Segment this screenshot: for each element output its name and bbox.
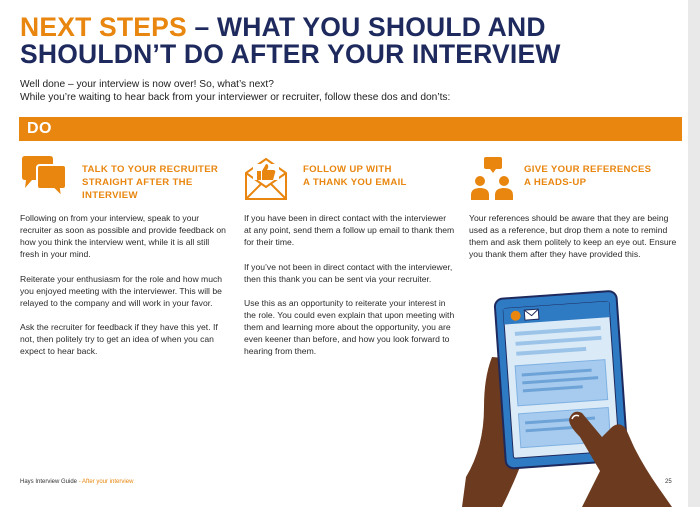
column-1-paragraph-3: Ask the recruiter for feedback if they have this yet. If not, then politely try to get an idea of when you can expect to hear back. <box>20 322 218 356</box>
title-rest: – WHAT YOU SHOULD AND SHOULDN’T DO AFTER YOUR INTERVIEW <box>20 12 561 69</box>
column-1-heading: TALK TO YOUR RECRUITER STRAIGHT AFTER THE INTERVIEW <box>82 164 219 201</box>
thumbs-up-envelope-icon <box>244 155 288 206</box>
do-section-banner <box>19 117 682 141</box>
page-edge <box>688 0 700 507</box>
page-title <box>20 14 690 68</box>
footer: Hays Interview Guide - After your interview <box>20 479 134 485</box>
chat-bubbles-icon <box>20 155 68 204</box>
intro-line-2: While you’re waiting to hear back from your interviewer or recruiter, follow these dos and don’ts: <box>20 92 451 103</box>
column-1-paragraph-2: Reiterate your enthusiasm for the role and how much you enjoyed meeting with the interviewer. This will be relayed to the company and will work in your favor. <box>20 274 223 308</box>
column-2-paragraph-3: Use this as an opportunity to reiterate your interest in the role. You could even explain that upon meeting with them and learning more about the opportunity, you are even keener than before, and how you look forward to hearing from them. <box>244 298 455 356</box>
intro-text <box>20 78 450 104</box>
footer-guide-name: Hays Interview Guide <box>20 479 78 485</box>
column-3-paragraph-1: Your references should be aware that they are being used as a reference, but drop them a note to remind them and ask them politely to keep an eye out. Ensure you thank them after they have provided this. <box>469 213 677 259</box>
title-accent: NEXT STEPS <box>20 12 187 42</box>
tablet-hands-illustration <box>462 287 682 512</box>
do-section-label: DO <box>27 120 52 137</box>
column-2-paragraph-2: If you’ve not been in direct contact with the interviewer, then this thank you can be sent via your recruiter. <box>244 262 453 284</box>
page-number: 25 <box>665 479 672 485</box>
people-speech-icon <box>469 155 517 206</box>
column-2-heading: FOLLOW UP WITH A THANK YOU EMAIL <box>303 164 407 188</box>
column-1-paragraph-1: Following on from your interview, speak to your recruiter as soon as possible and provide feedback on how you think the interview went, while it is all still fresh in your mind. <box>20 213 226 259</box>
footer-section-name: After your interview <box>82 479 134 485</box>
column-3-heading: GIVE YOUR REFERENCES A HEADS-UP <box>524 164 652 188</box>
column-2-paragraph-1: If you have been in direct contact with the interviewer at any point, send them a follow up email to thank them for their time. <box>244 213 455 247</box>
intro-line-1: Well done – your interview is now over! So, what’s next? <box>20 79 274 90</box>
